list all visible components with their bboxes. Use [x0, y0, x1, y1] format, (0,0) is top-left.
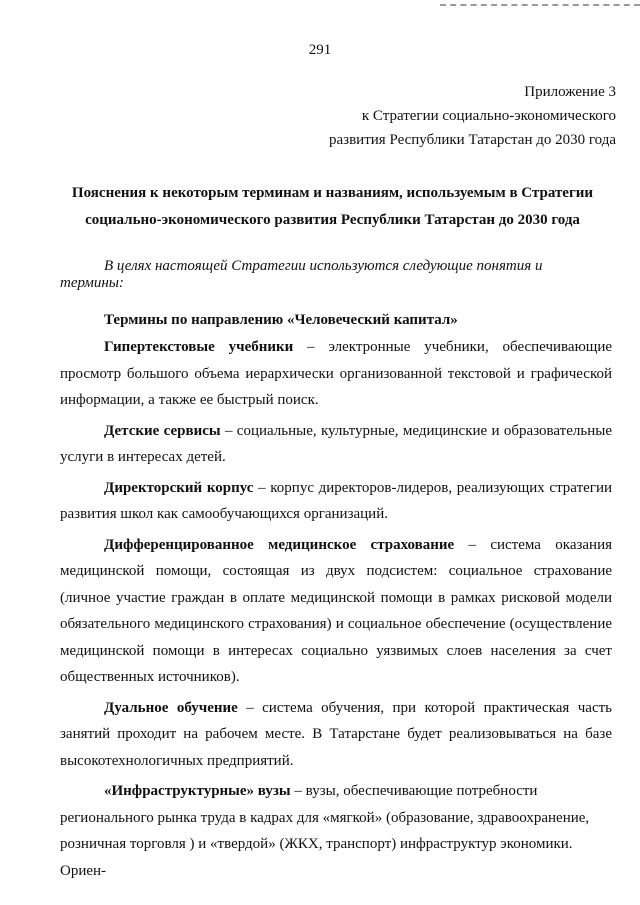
- appendix-reference: [329, 80, 616, 152]
- term-definition: – система оказания медицинской помощи, состоящая из двух подсистем: социальное страхование (личное участие граждан в оплате медицинской помощи в рамках рисковой модели обязательного медицинского страхования) и социальное обеспечение (осуществление медицинской помощи в интересах социально уязвимых слоев населения за счет общественных источников).: [60, 536, 613, 685]
- term-name: Директорский корпус: [104, 479, 254, 496]
- term-name: Дуальное обучение: [104, 699, 238, 716]
- term-name: «Инфраструктурные» вузы: [104, 783, 291, 799]
- term-definition: – система обучения, при которой практическая часть занятий проходит на рабочем месте. В Татарстане будет реализовываться на базе высокотехнологичных предприятий.: [60, 699, 612, 769]
- appendix-line: к Стратегии социально-экономического: [361, 108, 616, 124]
- scan-edge-line: [440, 4, 640, 6]
- term-entry: [60, 532, 612, 691]
- title-line: Пояснения к некоторым терминам и названиям, используемым в Стратегии: [71, 185, 594, 201]
- term-entry: [60, 778, 612, 884]
- term-name: Дифференцированное медицинское страхование: [104, 536, 455, 553]
- term-entry: [60, 475, 612, 528]
- term-name: Гипертекстовые учебники: [104, 339, 294, 355]
- term-definition: – корпус директоров-лидеров, реализующих стратегии развития школ как самообучающихся организаций.: [60, 479, 612, 522]
- appendix-line: Приложение 3: [524, 84, 616, 100]
- title-line: социально-экономического развития Республики Татарстан до 2030 года: [85, 212, 580, 228]
- term-definition: – социальные, культурные, медицинские и образовательные услуги в интересах детей.: [60, 422, 612, 465]
- term-definition: – вузы, обеспечивающие потребности регионального рынка труда в кадрах для «мягкой» (образование, здравоохранение, розничная торговля ) и «твердой» (ЖКХ, транспорт) инфраструктур экономики. Ориен-: [60, 783, 590, 879]
- intro-text: В целях настоящей Стратегии используются следующие понятия и термины:: [60, 258, 543, 291]
- term-entry: [60, 334, 612, 414]
- term-entry: [60, 418, 612, 471]
- document-title: [60, 180, 605, 234]
- page-number: 291: [308, 42, 332, 58]
- appendix-line: развития Республики Татарстан до 2030 года: [329, 132, 616, 148]
- terms-list: [60, 334, 612, 888]
- term-definition: – электронные учебники, обеспечивающие просмотр большого объема иерархически организованной текстовой и графической информации, а также ее быстрый поиск.: [60, 339, 613, 408]
- section-heading: Термины по направлению «Человеческий капитал»: [104, 312, 458, 328]
- term-name: Детские сервисы: [104, 422, 221, 439]
- term-entry: [60, 695, 612, 775]
